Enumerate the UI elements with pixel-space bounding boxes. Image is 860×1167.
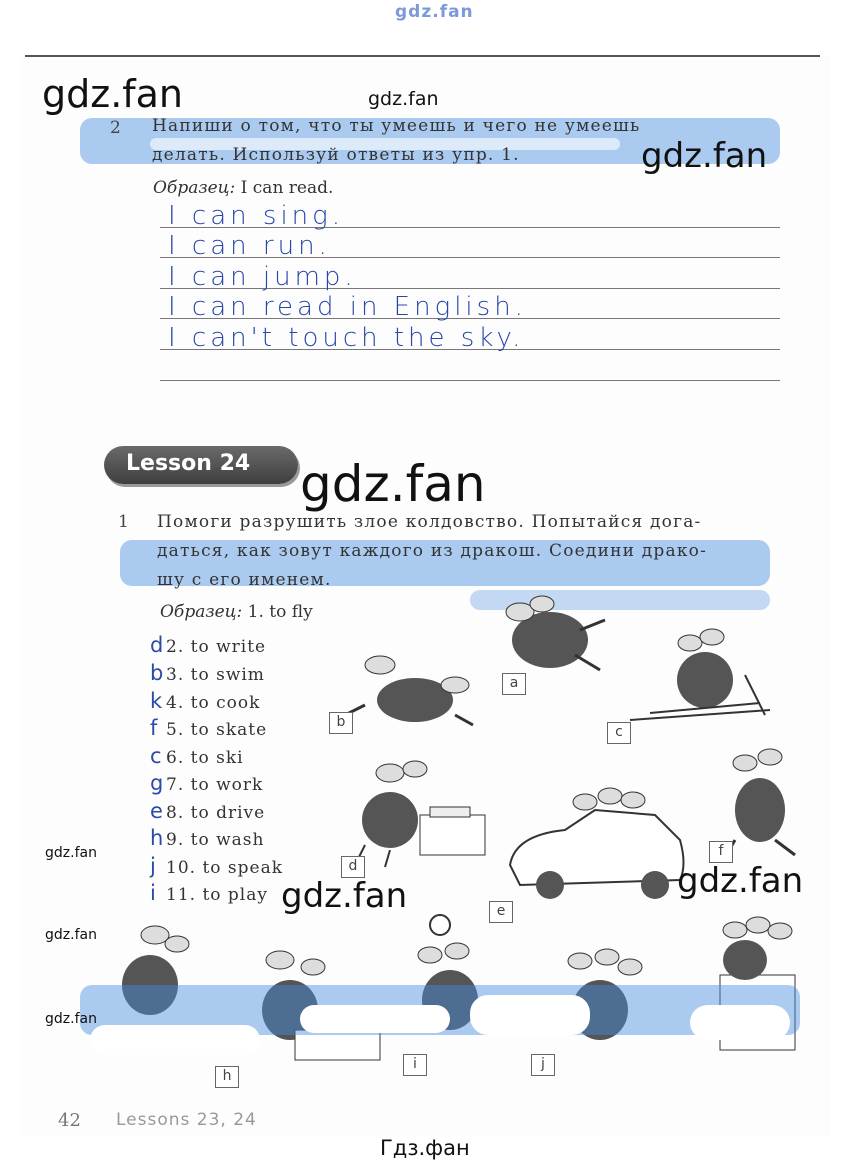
task-1-sample-label: Образец: — [160, 602, 243, 622]
item-text: 4. to cook — [166, 693, 261, 713]
item-text: 10. to speak — [166, 858, 284, 878]
lesson-title: Lesson 24 — [126, 451, 251, 476]
watermark-2: gdz.fan — [368, 88, 439, 110]
answer-letter: c — [150, 744, 163, 768]
watermark-4: gdz.fan — [300, 455, 486, 513]
task-1-line-2: даться, как зовут каждого из дракош. Соедини драко- — [157, 541, 708, 561]
task-1-sample-text: 1. to fly — [247, 602, 313, 622]
item-text: 5. to skate — [166, 720, 268, 740]
handwritten-answer-3: I can jump. — [168, 262, 357, 292]
item-text: 7. to work — [166, 775, 264, 795]
list-item — [150, 826, 264, 850]
handwritten-answer-4: I can read in English. — [168, 292, 527, 322]
answer-letter: b — [150, 661, 165, 685]
watermark-3: gdz.fan — [641, 136, 768, 176]
watermark-6: gdz.fan — [281, 876, 408, 916]
picture-label-b: b — [329, 712, 353, 734]
picture-label-d: d — [341, 856, 365, 878]
list-item — [150, 716, 267, 740]
dragon-picture-e — [505, 780, 690, 905]
lesson-title-pill — [104, 446, 298, 484]
picture-label-e: e — [489, 901, 513, 923]
task-2-line-2: делать. Используй ответы из упр. 1. — [152, 145, 520, 165]
answer-letter: f — [150, 716, 159, 740]
dragon-picture-b — [345, 645, 475, 735]
list-item — [150, 881, 268, 905]
dragon-picture-c — [630, 625, 775, 725]
task-2-sample — [153, 178, 333, 198]
dragon-picture-a — [480, 590, 610, 680]
white-patch-3 — [300, 1005, 450, 1033]
answer-letter: h — [150, 826, 165, 850]
item-text: 6. to ski — [166, 748, 244, 768]
answer-letter: g — [150, 771, 165, 795]
white-patch-5 — [690, 1005, 790, 1040]
picture-label-f: f — [709, 841, 733, 863]
task-2-line-1: Напиши о том, что ты умеешь и чего не умеешь — [152, 116, 641, 136]
answer-letter: e — [150, 799, 164, 823]
picture-label-i: i — [403, 1054, 427, 1076]
list-item — [150, 854, 283, 878]
list-item — [150, 689, 260, 713]
item-text: 11. to play — [166, 885, 268, 905]
list-item — [150, 633, 266, 657]
handwritten-answer-5: I can't touch the sky. — [168, 323, 525, 353]
item-text: 2. to write — [166, 637, 267, 657]
task-1-number: 1 — [118, 512, 129, 532]
list-item — [150, 799, 265, 823]
task-1-line-1: Помоги разрушить злое колдовство. Попытайся дога- — [157, 512, 702, 532]
picture-label-h: h — [215, 1066, 239, 1088]
picture-label-a: a — [502, 673, 526, 695]
handwritten-answer-2: I can run. — [168, 231, 331, 261]
answer-letter: d — [150, 633, 165, 657]
answer-letter: i — [150, 881, 157, 905]
answer-letter: k — [150, 689, 164, 713]
item-text: 3. to swim — [166, 665, 265, 685]
picture-label-c: c — [607, 722, 631, 744]
dragon-picture-d — [345, 755, 490, 870]
list-item — [150, 661, 265, 685]
item-text: 9. to wash — [166, 830, 265, 850]
list-item — [150, 771, 263, 795]
bottom-caption: Гдз.фан — [380, 1136, 470, 1160]
task-2-sample-label: Образец: — [153, 178, 236, 198]
watermark-7: gdz.fan — [45, 845, 97, 861]
ruled-line — [160, 380, 780, 381]
item-text: 8. to drive — [166, 803, 266, 823]
watermark-9: gdz.fan — [45, 1011, 97, 1027]
handwritten-answer-1: I can sing. — [168, 201, 345, 231]
watermark-5: gdz.fan — [677, 861, 804, 901]
task-2-sample-text: I can read. — [240, 178, 334, 198]
footer-lessons: Lessons 23, 24 — [116, 1110, 257, 1130]
white-patch-4 — [470, 995, 590, 1035]
picture-label-j: j — [531, 1054, 555, 1076]
page-top-rule — [25, 55, 820, 57]
task-2-number: 2 — [110, 118, 121, 138]
white-patch-2 — [90, 1025, 260, 1055]
task-1-sample — [160, 602, 313, 622]
watermark-1: gdz.fan — [42, 72, 184, 116]
watermark-top: gdz.fan — [395, 2, 474, 22]
list-item — [150, 744, 244, 768]
watermark-8: gdz.fan — [45, 927, 97, 943]
answer-letter: j — [150, 854, 157, 878]
page-number: 42 — [58, 1110, 81, 1131]
task-1-line-3: шу с его именем. — [157, 570, 332, 590]
